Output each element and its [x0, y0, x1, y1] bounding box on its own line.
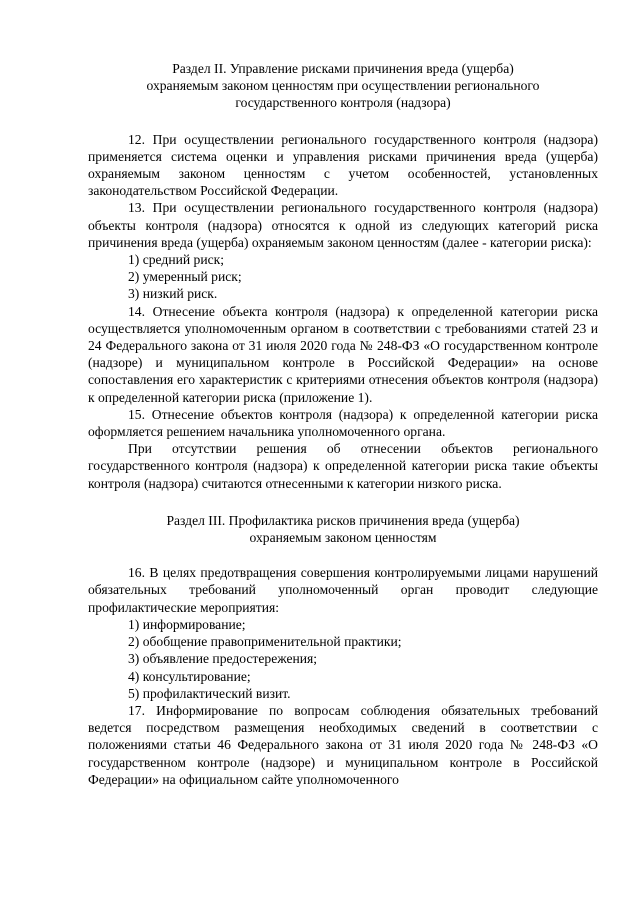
list-item: 3) низкий риск.	[128, 286, 218, 302]
heading-line: государственного контроля (надзора)	[235, 95, 451, 111]
section-3-heading	[88, 512, 598, 546]
section-2-body	[88, 131, 598, 492]
paragraph-14: 14. Отнесение объекта контроля (надзора) к определенной категории риска осуществляется уполномоченным органом в соответствии с требованиями статей 23 и 24 Федерального закона от 31 июля 2020 года № 248-ФЗ «О государственном контроле (надзоре) и муниципальном контроле в Российской Федерации» на основе сопоставления его характеристик с критериями отнесения объектов контроля (надзора) к определенной категории риска (приложение 1).	[88, 303, 598, 405]
list-item: 4) консультирование;	[128, 668, 251, 684]
paragraph-12: 12. При осуществлении регионального государственного контроля (надзора) применяется система оценки и управления рисками причинения вреда (ущерба) охраняемым законом ценностям с учетом особенностей, установленных законодательством Российской Федерации.	[88, 131, 598, 199]
heading-line: охраняемым законом ценностям при осуществлении регионального	[146, 78, 540, 94]
paragraph-15-note: При отсутствии решения об отнесении объектов регионального государственного контроля (надзора) к определенной категории риска такие объекты контроля (надзора) считаются отнесенными к категории низкого риска.	[88, 441, 598, 491]
list-item: 2) умеренный риск;	[128, 269, 242, 285]
paragraph-13: 13. При осуществлении регионального государственного контроля (надзора) объекты контроля (надзора) относятся к одной из следующих категорий риска причинения вреда (ущерба) охраняемым законом ценностям (далее - категории риска):	[88, 200, 598, 250]
heading-line: Раздел II. Управление рисками причинения вреда (ущерба)	[172, 61, 514, 76]
paragraph-15: 15. Отнесение объектов контроля (надзора) к определенной категории риска оформляется решением начальника уполномоченного органа.	[88, 406, 598, 440]
heading-line: охраняемым законом ценностям	[249, 530, 437, 546]
heading-line: Раздел III. Профилактика рисков причинения вреда (ущерба)	[166, 512, 520, 528]
list-item: 2) обобщение правоприменительной практики;	[128, 634, 402, 650]
list-item: 3) объявление предостережения;	[128, 651, 318, 667]
list-item: 5) профилактический визит.	[128, 685, 291, 701]
section-2-heading	[88, 60, 598, 112]
list-item: 1) средний риск;	[128, 252, 225, 268]
list-item: 1) информирование;	[128, 616, 246, 632]
document-body	[88, 60, 598, 788]
paragraph-16: 16. В целях предотвращения совершения контролируемыми лицами нарушений обязательных требований уполномоченный орган проводит следующие профилактические мероприятия:	[88, 565, 598, 615]
paragraph-17: 17. Информирование по вопросам соблюдения обязательных требований ведется посредством размещения необходимых сведений в соответствии с положениями статьи 46 Федерального закона от 31 июля 2020 года № 248-ФЗ «О государственном контроле (надзоре) и муниципальном контроле в Российской Федерации» на официальном сайте уполномоченного	[88, 702, 598, 787]
section-3-body	[88, 564, 598, 788]
